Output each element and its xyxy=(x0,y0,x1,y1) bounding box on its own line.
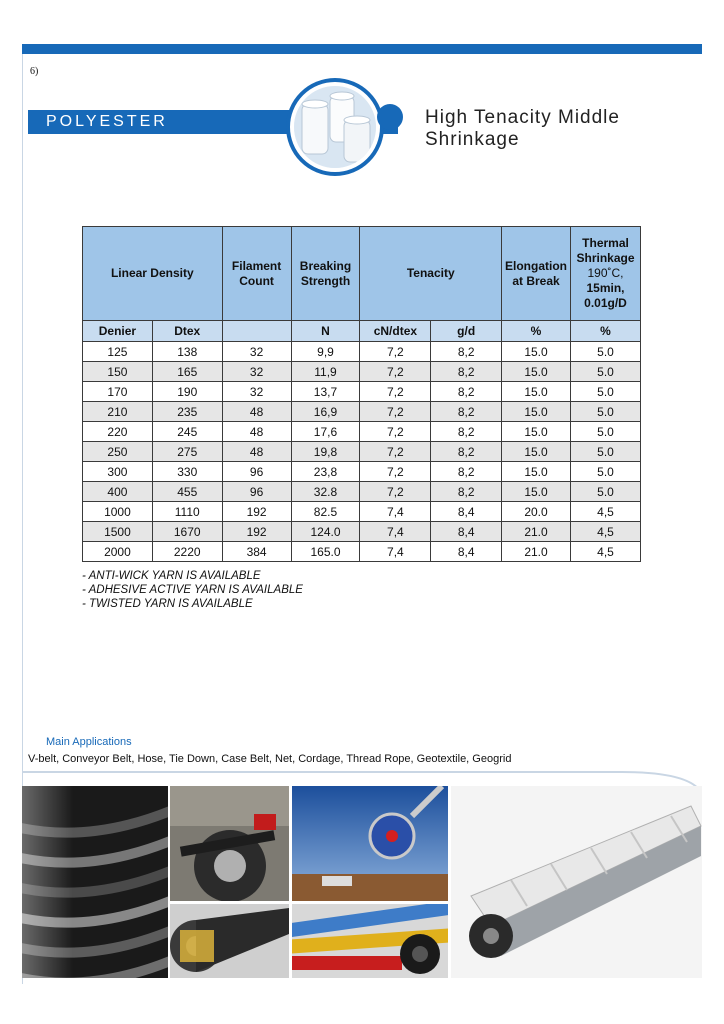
product-title-line1: High Tenacity Middle xyxy=(425,107,620,128)
header-elongation-l2: at Break xyxy=(512,273,560,288)
cell-denier: 125 xyxy=(83,342,153,362)
cell-filament: 96 xyxy=(222,462,291,482)
cell-elongation: 15.0 xyxy=(502,342,571,362)
unit-tenacity-gd: g/d xyxy=(431,321,502,342)
header-thermal-shrinkage xyxy=(571,227,641,321)
category-label: POLYESTER xyxy=(46,113,168,130)
header-linear-density: Linear Density xyxy=(83,227,223,321)
cell-strength: 19,8 xyxy=(291,442,360,462)
table-row xyxy=(83,402,641,422)
table-row xyxy=(83,502,641,522)
cell-dtex: 190 xyxy=(152,382,222,402)
cell-strength: 82.5 xyxy=(291,502,360,522)
cell-strength: 32.8 xyxy=(291,482,360,502)
cell-filament: 48 xyxy=(222,402,291,422)
cell-denier: 1500 xyxy=(83,522,153,542)
note-twisted: - TWISTED YARN IS AVAILABLE xyxy=(82,598,253,610)
cell-shrinkage: 5.0 xyxy=(571,382,641,402)
cell-tenacity-cn: 7,2 xyxy=(360,462,431,482)
page-number: 6) xyxy=(30,66,39,77)
spec-table xyxy=(82,226,641,562)
cell-filament: 48 xyxy=(222,422,291,442)
spec-table-header-row xyxy=(83,227,641,321)
cell-tenacity-cn: 7,4 xyxy=(360,502,431,522)
cell-elongation: 15.0 xyxy=(502,402,571,422)
accent-dot xyxy=(377,104,403,130)
header-filament-count xyxy=(222,227,291,321)
cell-tenacity-gd: 8,4 xyxy=(431,502,502,522)
rope-pulley-image xyxy=(292,786,448,901)
cell-elongation: 15.0 xyxy=(502,382,571,402)
cell-strength: 13,7 xyxy=(291,382,360,402)
motorcycle-belt-image xyxy=(170,786,289,901)
unit-strength: N xyxy=(291,321,360,342)
cell-strength: 11,9 xyxy=(291,362,360,382)
hoses-image xyxy=(292,904,448,978)
cell-elongation: 21.0 xyxy=(502,522,571,542)
cell-denier: 150 xyxy=(83,362,153,382)
cell-elongation: 20.0 xyxy=(502,502,571,522)
cell-dtex: 330 xyxy=(152,462,222,482)
header-thermal-l4: 15min, xyxy=(586,281,625,295)
header-thermal-l1: Thermal xyxy=(582,236,629,250)
cell-dtex: 245 xyxy=(152,422,222,442)
cell-tenacity-cn: 7,2 xyxy=(360,362,431,382)
table-row xyxy=(83,382,641,402)
cell-strength: 165.0 xyxy=(291,542,360,562)
cell-denier: 400 xyxy=(83,482,153,502)
header-thermal-l5: 0.01g/D xyxy=(584,296,627,310)
cell-tenacity-cn: 7,2 xyxy=(360,402,431,422)
header-thermal-l2: Shrinkage xyxy=(576,251,635,265)
cell-filament: 32 xyxy=(222,382,291,402)
cell-dtex: 455 xyxy=(152,482,222,502)
table-row xyxy=(83,362,641,382)
cell-denier: 300 xyxy=(83,462,153,482)
cell-shrinkage: 5.0 xyxy=(571,482,641,502)
cell-tenacity-gd: 8,2 xyxy=(431,342,502,362)
cell-elongation: 15.0 xyxy=(502,442,571,462)
spec-table-body xyxy=(83,342,641,562)
yarn-spools-image xyxy=(290,82,380,172)
cell-filament: 32 xyxy=(222,342,291,362)
unit-filament xyxy=(222,321,291,342)
header-thermal-l3: 190˚C, xyxy=(587,266,624,280)
cell-denier: 210 xyxy=(83,402,153,422)
cell-strength: 124.0 xyxy=(291,522,360,542)
cell-shrinkage: 4,5 xyxy=(571,522,641,542)
cell-shrinkage: 5.0 xyxy=(571,462,641,482)
cell-tenacity-cn: 7,2 xyxy=(360,382,431,402)
table-row xyxy=(83,522,641,542)
cell-filament: 48 xyxy=(222,442,291,462)
applications-title: Main Applications xyxy=(46,736,132,748)
header-elongation-l1: Elongation xyxy=(505,258,568,273)
cell-denier: 170 xyxy=(83,382,153,402)
header-elongation xyxy=(502,227,571,321)
applications-text: V-belt, Conveyor Belt, Hose, Tie Down, Case Belt, Net, Cordage, Thread Rope, Geotextile, Geogrid xyxy=(28,753,512,765)
cell-tenacity-gd: 8,4 xyxy=(431,522,502,542)
header-breaking-strength-l2: Strength xyxy=(300,273,351,288)
table-row xyxy=(83,462,641,482)
cell-strength: 16,9 xyxy=(291,402,360,422)
cell-dtex: 165 xyxy=(152,362,222,382)
cell-tenacity-gd: 8,2 xyxy=(431,422,502,442)
cell-tenacity-gd: 8,4 xyxy=(431,542,502,562)
table-row xyxy=(83,482,641,502)
cell-tenacity-gd: 8,2 xyxy=(431,442,502,462)
cell-denier: 220 xyxy=(83,422,153,442)
v-belt-image xyxy=(170,904,289,978)
product-title-line2: Shrinkage xyxy=(425,129,520,150)
cell-tenacity-cn: 7,2 xyxy=(360,442,431,462)
cell-filament: 192 xyxy=(222,502,291,522)
cell-elongation: 15.0 xyxy=(502,422,571,442)
header-tenacity: Tenacity xyxy=(360,227,502,321)
cell-dtex: 138 xyxy=(152,342,222,362)
header-filament-count-l1: Filament xyxy=(231,258,282,273)
cell-elongation: 15.0 xyxy=(502,462,571,482)
cell-shrinkage: 4,5 xyxy=(571,502,641,522)
product-title xyxy=(425,107,620,151)
cell-tenacity-gd: 8,2 xyxy=(431,362,502,382)
header-breaking-strength-l1: Breaking xyxy=(299,258,352,273)
availability-notes xyxy=(82,569,303,611)
unit-denier: Denier xyxy=(83,321,153,342)
unit-tenacity-cn: cN/dtex xyxy=(360,321,431,342)
cell-elongation: 21.0 xyxy=(502,542,571,562)
cell-tenacity-gd: 8,2 xyxy=(431,462,502,482)
cell-tenacity-gd: 8,2 xyxy=(431,402,502,422)
cell-tenacity-cn: 7,2 xyxy=(360,482,431,502)
conveyor-belt-image xyxy=(451,786,702,978)
cell-filament: 96 xyxy=(222,482,291,502)
cell-strength: 23,8 xyxy=(291,462,360,482)
cell-dtex: 1670 xyxy=(152,522,222,542)
cell-filament: 384 xyxy=(222,542,291,562)
cell-tenacity-gd: 8,2 xyxy=(431,382,502,402)
cell-filament: 192 xyxy=(222,522,291,542)
cell-shrinkage: 5.0 xyxy=(571,342,641,362)
cell-elongation: 15.0 xyxy=(502,362,571,382)
cell-elongation: 15.0 xyxy=(502,482,571,502)
header-filament-count-l2: Count xyxy=(239,273,274,288)
cell-shrinkage: 5.0 xyxy=(571,362,641,382)
unit-elongation: % xyxy=(502,321,571,342)
table-row xyxy=(83,422,641,442)
cell-filament: 32 xyxy=(222,362,291,382)
cell-dtex: 275 xyxy=(152,442,222,462)
cell-dtex: 1110 xyxy=(152,502,222,522)
cell-tenacity-cn: 7,2 xyxy=(360,422,431,442)
header-breaking-strength xyxy=(291,227,360,321)
table-row xyxy=(83,342,641,362)
table-row xyxy=(83,542,641,562)
cell-denier: 250 xyxy=(83,442,153,462)
cables-image xyxy=(22,786,168,978)
cell-tenacity-gd: 8,2 xyxy=(431,482,502,502)
cell-strength: 17,6 xyxy=(291,422,360,442)
cell-strength: 9,9 xyxy=(291,342,360,362)
cell-tenacity-cn: 7,4 xyxy=(360,542,431,562)
unit-dtex: Dtex xyxy=(152,321,222,342)
cell-denier: 1000 xyxy=(83,502,153,522)
spec-table-units-row xyxy=(83,321,641,342)
cell-dtex: 2220 xyxy=(152,542,222,562)
cell-tenacity-cn: 7,4 xyxy=(360,522,431,542)
table-row xyxy=(83,442,641,462)
cell-tenacity-cn: 7,2 xyxy=(360,342,431,362)
top-blue-bar xyxy=(22,44,702,54)
cell-shrinkage: 5.0 xyxy=(571,402,641,422)
unit-shrinkage: % xyxy=(571,321,641,342)
cell-shrinkage: 5.0 xyxy=(571,442,641,462)
cell-shrinkage: 5.0 xyxy=(571,422,641,442)
note-adhesive-active: - ADHESIVE ACTIVE YARN IS AVAILABLE xyxy=(82,584,303,596)
cell-shrinkage: 4,5 xyxy=(571,542,641,562)
cell-denier: 2000 xyxy=(83,542,153,562)
cell-dtex: 235 xyxy=(152,402,222,422)
note-anti-wick: - ANTI-WICK YARN IS AVAILABLE xyxy=(82,570,261,582)
